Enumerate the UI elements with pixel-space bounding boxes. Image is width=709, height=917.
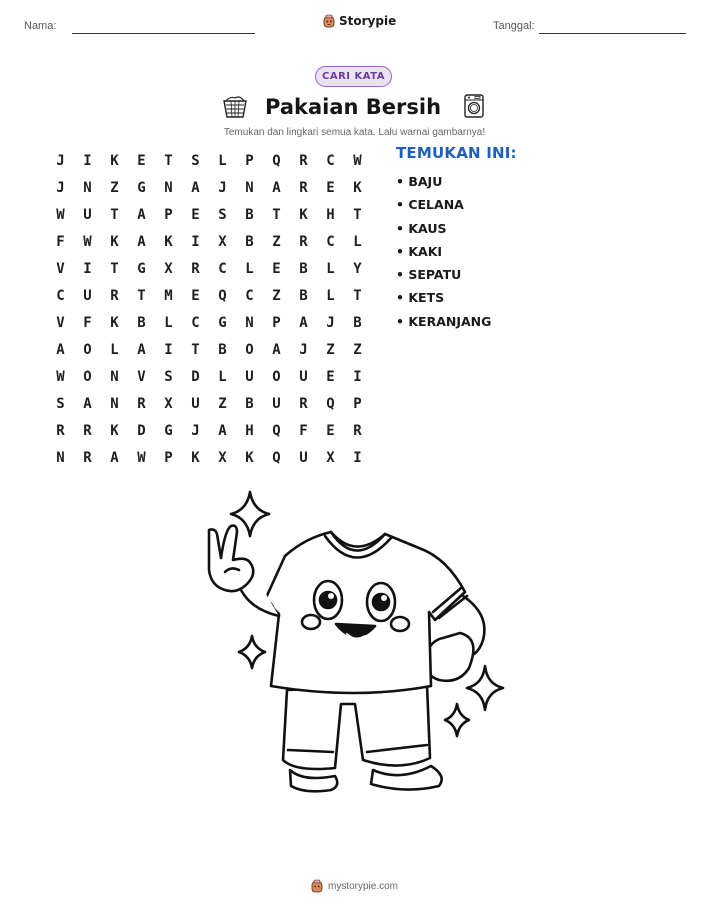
grid-cell[interactable]: U <box>245 368 254 385</box>
grid-cell[interactable]: V <box>137 368 146 385</box>
grid-cell[interactable]: A <box>137 233 146 250</box>
grid-cell[interactable]: R <box>191 260 200 277</box>
grid-cell[interactable]: N <box>245 314 254 331</box>
word-item: • KAKI <box>396 243 443 259</box>
grid-cell[interactable]: E <box>326 179 335 196</box>
grid-cell[interactable]: Q <box>326 395 335 412</box>
grid-cell[interactable]: G <box>137 179 146 196</box>
grid-cell[interactable]: N <box>110 368 119 385</box>
grid-cell[interactable]: A <box>272 341 281 358</box>
date-line <box>539 33 686 34</box>
grid-cell[interactable]: K <box>299 206 308 223</box>
grid-cell[interactable]: J <box>326 314 335 331</box>
grid-row <box>47 174 371 201</box>
grid-row <box>47 417 371 444</box>
word-item: • KAUS <box>396 220 447 236</box>
storypie-mascot-icon <box>311 879 323 893</box>
grid-cell[interactable]: T <box>137 287 146 304</box>
word-item: • KERANJANG <box>396 313 492 329</box>
grid-cell[interactable]: Q <box>218 287 227 304</box>
grid-cell[interactable]: T <box>272 206 281 223</box>
grid-cell[interactable]: P <box>245 152 254 169</box>
grid-cell[interactable]: R <box>299 233 308 250</box>
grid-cell[interactable]: Q <box>272 449 281 466</box>
laundry-basket-icon <box>221 92 249 120</box>
grid-cell[interactable]: B <box>245 233 254 250</box>
grid-row <box>47 336 371 363</box>
grid-cell[interactable]: Z <box>326 341 335 358</box>
grid-cell[interactable]: F <box>299 422 308 439</box>
word-list-title: TEMUKAN INI: <box>396 144 517 162</box>
grid-cell[interactable]: Z <box>272 233 281 250</box>
word-list <box>396 170 491 333</box>
grid-cell[interactable]: E <box>326 422 335 439</box>
grid-cell[interactable]: B <box>137 314 146 331</box>
grid-row <box>47 147 371 174</box>
grid-cell[interactable]: O <box>245 341 254 358</box>
word-item: • CELANA <box>396 197 464 213</box>
grid-cell[interactable]: B <box>218 341 227 358</box>
grid-cell[interactable]: J <box>191 422 200 439</box>
grid-cell[interactable]: J <box>299 341 308 358</box>
grid-cell[interactable]: T <box>110 206 119 223</box>
grid-cell[interactable]: V <box>56 314 65 331</box>
grid-cell[interactable]: X <box>164 395 173 412</box>
grid-cell[interactable]: A <box>83 395 92 412</box>
grid-cell[interactable]: W <box>83 233 92 250</box>
title-row <box>0 92 709 122</box>
grid-cell[interactable]: S <box>56 395 65 412</box>
grid-cell[interactable]: E <box>137 152 146 169</box>
grid-cell[interactable]: I <box>353 368 362 385</box>
grid-row <box>47 228 371 255</box>
grid-row <box>47 363 371 390</box>
grid-cell[interactable]: C <box>245 287 254 304</box>
footer-url: mystorypie.com <box>327 880 398 892</box>
grid-cell[interactable]: R <box>299 179 308 196</box>
grid-cell[interactable]: B <box>353 314 362 331</box>
grid-cell[interactable]: T <box>353 287 362 304</box>
activity-badge: CARI KATA <box>315 66 392 87</box>
word-item: • SEPATU <box>396 267 462 283</box>
grid-row <box>47 201 371 228</box>
grid-cell[interactable]: K <box>353 179 362 196</box>
grid-cell[interactable]: S <box>191 152 200 169</box>
grid-cell[interactable]: Q <box>272 422 281 439</box>
grid-cell[interactable]: N <box>164 179 173 196</box>
grid-cell[interactable]: N <box>245 179 254 196</box>
grid-cell[interactable]: A <box>137 341 146 358</box>
grid-cell[interactable]: H <box>326 206 335 223</box>
grid-row <box>47 309 371 336</box>
grid-cell[interactable]: G <box>137 260 146 277</box>
grid-cell[interactable]: T <box>110 260 119 277</box>
grid-cell[interactable]: C <box>326 152 335 169</box>
grid-cell[interactable]: Z <box>218 395 227 412</box>
grid-cell[interactable]: A <box>56 341 65 358</box>
grid-cell[interactable]: Z <box>272 287 281 304</box>
grid-cell[interactable]: A <box>299 314 308 331</box>
grid-cell[interactable]: S <box>218 206 227 223</box>
grid-cell[interactable]: R <box>110 287 119 304</box>
sparkle-icon <box>239 636 265 668</box>
grid-cell[interactable]: X <box>164 260 173 277</box>
grid-cell[interactable]: W <box>137 449 146 466</box>
grid-cell[interactable]: P <box>272 314 281 331</box>
grid-cell[interactable]: B <box>299 287 308 304</box>
footer <box>0 879 709 893</box>
grid-cell[interactable]: U <box>83 287 92 304</box>
grid-cell[interactable]: B <box>245 395 254 412</box>
grid-cell[interactable]: D <box>137 422 146 439</box>
grid-row <box>47 390 371 417</box>
grid-cell[interactable]: U <box>299 449 308 466</box>
grid-cell[interactable]: G <box>218 314 227 331</box>
grid-cell[interactable]: R <box>83 449 92 466</box>
grid-cell[interactable]: T <box>353 206 362 223</box>
grid-row <box>47 444 371 471</box>
sparkle-icon <box>467 666 503 710</box>
grid-cell[interactable]: L <box>218 368 227 385</box>
grid-cell[interactable]: R <box>353 422 362 439</box>
grid-cell[interactable]: I <box>353 449 362 466</box>
grid-cell[interactable]: L <box>326 287 335 304</box>
grid-cell[interactable]: K <box>110 422 119 439</box>
grid-cell[interactable]: E <box>191 287 200 304</box>
grid-cell[interactable]: U <box>299 368 308 385</box>
grid-cell[interactable]: B <box>299 260 308 277</box>
grid-cell[interactable]: L <box>245 260 254 277</box>
grid-cell[interactable]: X <box>326 449 335 466</box>
grid-cell[interactable]: K <box>191 449 200 466</box>
grid-cell[interactable]: L <box>353 233 362 250</box>
grid-cell[interactable]: O <box>83 368 92 385</box>
grid-cell[interactable]: N <box>83 179 92 196</box>
grid-cell[interactable]: Q <box>272 152 281 169</box>
grid-cell[interactable]: I <box>83 260 92 277</box>
grid-cell[interactable]: K <box>110 233 119 250</box>
grid-cell[interactable]: J <box>56 152 65 169</box>
grid-cell[interactable]: C <box>326 233 335 250</box>
grid-cell[interactable]: P <box>164 449 173 466</box>
grid-cell[interactable]: S <box>164 368 173 385</box>
grid-cell[interactable]: E <box>191 206 200 223</box>
grid-cell[interactable]: M <box>164 287 173 304</box>
grid-row <box>47 255 371 282</box>
grid-cell[interactable]: L <box>164 314 173 331</box>
sparkle-icon <box>445 704 469 736</box>
grid-cell[interactable]: C <box>218 260 227 277</box>
grid-cell[interactable]: K <box>110 152 119 169</box>
grid-cell[interactable]: F <box>83 314 92 331</box>
grid-cell[interactable]: K <box>164 233 173 250</box>
brand-logo <box>323 14 396 28</box>
grid-cell[interactable]: L <box>218 152 227 169</box>
grid-cell[interactable]: X <box>218 233 227 250</box>
grid-cell[interactable]: K <box>110 314 119 331</box>
grid-row <box>47 282 371 309</box>
grid-cell[interactable]: R <box>137 395 146 412</box>
grid-cell[interactable]: X <box>218 449 227 466</box>
grid-cell[interactable]: P <box>164 206 173 223</box>
grid-cell[interactable]: A <box>272 179 281 196</box>
grid-cell[interactable]: R <box>299 395 308 412</box>
grid-cell[interactable]: E <box>326 368 335 385</box>
grid-cell[interactable]: N <box>56 449 65 466</box>
grid-cell[interactable]: J <box>218 179 227 196</box>
worksheet-header <box>0 0 709 50</box>
name-line <box>72 33 255 34</box>
grid-cell[interactable]: I <box>83 152 92 169</box>
grid-cell[interactable]: O <box>83 341 92 358</box>
grid-cell[interactable]: P <box>353 395 362 412</box>
grid-cell[interactable]: O <box>272 368 281 385</box>
grid-cell[interactable]: W <box>56 206 65 223</box>
grid-cell[interactable]: A <box>137 206 146 223</box>
word-item: • BAJU <box>396 174 443 189</box>
date-label: Tanggal: <box>493 20 535 32</box>
grid-cell[interactable]: Y <box>353 260 362 277</box>
grid-cell[interactable]: H <box>245 422 254 439</box>
grid-cell[interactable]: T <box>191 341 200 358</box>
washing-machine-icon <box>460 92 488 120</box>
grid-cell[interactable]: B <box>245 206 254 223</box>
storypie-mascot-icon <box>323 14 335 28</box>
word-search-grid <box>47 147 371 471</box>
grid-cell[interactable]: U <box>272 395 281 412</box>
t-shirt-mascot-illustration <box>195 490 515 800</box>
page-title: Pakaian Bersih <box>265 95 442 119</box>
grid-cell[interactable]: I <box>191 233 200 250</box>
grid-cell[interactable]: Z <box>110 179 119 196</box>
grid-cell[interactable]: L <box>326 260 335 277</box>
grid-cell[interactable]: A <box>110 449 119 466</box>
brand-name: Storypie <box>339 14 397 28</box>
grid-cell[interactable]: N <box>110 395 119 412</box>
grid-cell[interactable]: T <box>164 152 173 169</box>
name-label: Nama: <box>24 20 57 32</box>
grid-cell[interactable]: R <box>83 422 92 439</box>
grid-cell[interactable]: A <box>191 179 200 196</box>
grid-cell[interactable]: W <box>353 152 362 169</box>
grid-cell[interactable]: K <box>245 449 254 466</box>
instructions: Temukan dan lingkari semua kata. Lalu warnai gambarnya! <box>223 127 486 138</box>
grid-cell[interactable]: W <box>56 368 65 385</box>
grid-cell[interactable]: D <box>191 368 200 385</box>
grid-cell[interactable]: E <box>272 260 281 277</box>
grid-cell[interactable]: F <box>56 233 65 250</box>
grid-cell[interactable]: I <box>164 341 173 358</box>
grid-cell[interactable]: C <box>56 287 65 304</box>
grid-cell[interactable]: V <box>56 260 65 277</box>
grid-cell[interactable]: A <box>218 422 227 439</box>
grid-cell[interactable]: J <box>56 179 65 196</box>
grid-cell[interactable]: U <box>191 395 200 412</box>
grid-cell[interactable]: G <box>164 422 173 439</box>
word-item: • KETS <box>396 290 445 306</box>
grid-cell[interactable]: C <box>191 314 200 331</box>
grid-cell[interactable]: Z <box>353 341 362 358</box>
grid-cell[interactable]: R <box>299 152 308 169</box>
grid-cell[interactable]: U <box>83 206 92 223</box>
grid-cell[interactable]: L <box>110 341 119 358</box>
grid-cell[interactable]: R <box>56 422 65 439</box>
